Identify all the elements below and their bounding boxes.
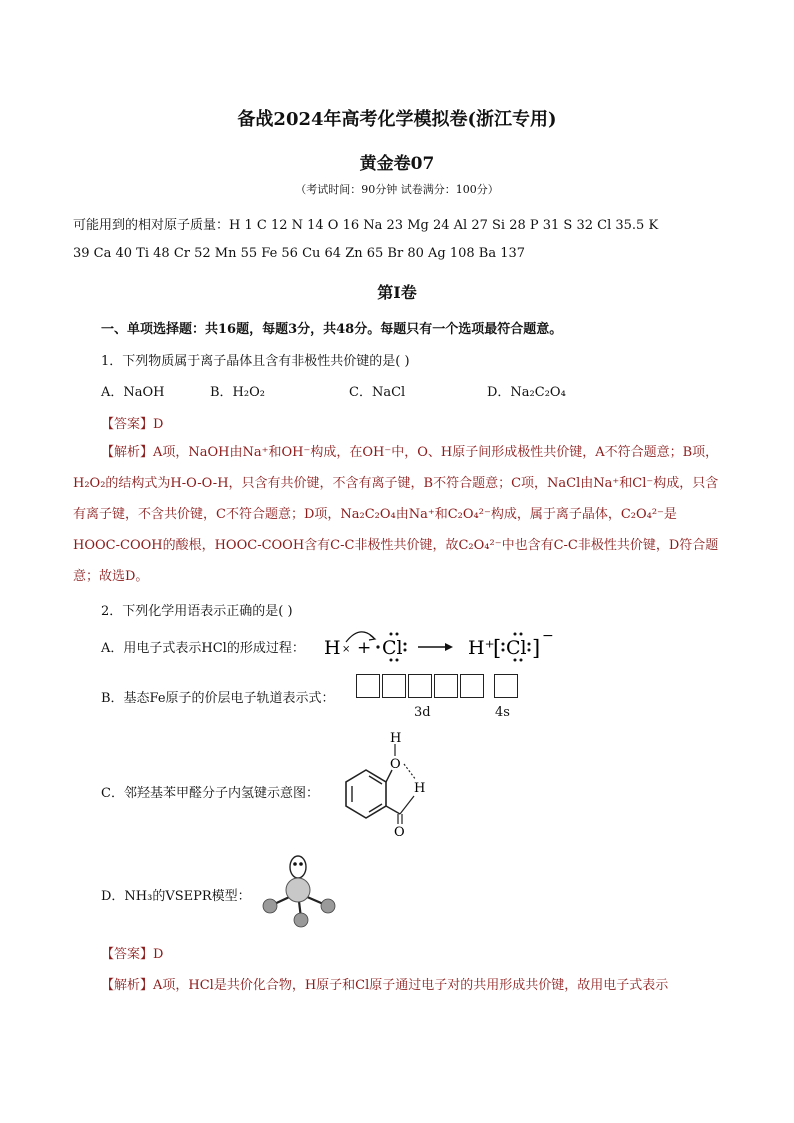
atom-o-hydroxyl: O	[390, 757, 401, 772]
hydrogen-atom-icon	[321, 899, 335, 913]
q1-option-b: B．H₂O₂	[210, 385, 265, 400]
q2-option-b-label: B．基态Fe原子的价层电子轨道表示式：	[101, 691, 335, 706]
electron-dot	[404, 649, 407, 652]
bracket-right: ]	[532, 636, 541, 660]
double-bond-icon	[369, 776, 382, 784]
formula-cross: ×	[342, 644, 351, 655]
exam-info: （考试时间：90分钟 试卷满分：100分）	[295, 183, 499, 196]
q1-stem: 1．下列物质属于离子晶体且含有非极性共价键的是( )	[101, 354, 410, 369]
atom-h-top: H	[390, 731, 402, 746]
q1-option-a: A．NaOH	[101, 385, 165, 400]
document-title: 备战2024年高考化学模拟卷(浙江专用)	[237, 109, 557, 130]
electron-dot	[528, 643, 531, 646]
q2-option-d-label: D．NH₃的VSEPR模型：	[101, 889, 251, 904]
hcl-formation-svg	[318, 622, 558, 666]
electron-dot	[376, 645, 379, 648]
hydrogen-bond-icon	[404, 764, 416, 780]
orbital-box-3d-3	[408, 674, 432, 698]
q2-answer: 【答案】D	[101, 947, 164, 962]
orbital-box-3d-1	[356, 674, 380, 698]
bracket-left: [	[493, 636, 502, 660]
orbital-box-3d-2	[382, 674, 406, 698]
charge-minus: −	[542, 628, 554, 644]
q2-stem: 2．下列化学用语表示正确的是( )	[101, 604, 293, 619]
volume-title: 第Ⅰ卷	[377, 283, 417, 302]
q2-option-c-label: C．邻羟基苯甲醛分子内氢键示意图：	[101, 786, 319, 801]
electron-dot	[528, 649, 531, 652]
atomic-masses-line1: 可能用到的相对原子质量：H 1 C 12 N 14 O 16 Na 23 Mg 24 Al 27 Si 28 P 31 S 32 Cl 35.5 K	[73, 218, 659, 233]
ch-bond-icon	[400, 796, 414, 814]
electron-dot	[396, 659, 399, 662]
formula-cl-ion: Cl	[506, 637, 527, 659]
section-heading: 一、单项选择题：共16题，每题3分，共48分。每题只有一个选项最符合题意。	[101, 322, 563, 337]
electron-dot	[502, 649, 505, 652]
electron-dot	[404, 643, 407, 646]
cho-bond-icon	[386, 806, 400, 814]
electron-dot	[502, 643, 505, 646]
hcl-formation-diagram	[318, 622, 558, 666]
q2-explanation: 【解析】A项，HCl是共价化合物，H原子和Cl原子通过电子对的共用形成共价键，故用电子式表示	[101, 978, 669, 993]
nitrogen-atom-icon	[286, 878, 310, 902]
formula-plus: +	[357, 638, 372, 658]
lone-pair-electron	[299, 862, 303, 866]
atomic-masses-line2: 39 Ca 40 Ti 48 Cr 52 Mn 55 Fe 56 Cu 64 Zn 65 Br 80 Ag 108 Ba 137	[73, 246, 526, 261]
electron-dot	[514, 633, 517, 636]
formula-cl: Cl	[382, 637, 403, 659]
q1-explanation: 【解析】A项，NaOH由Na⁺和OH⁻构成，在OH⁻中，O、H原子间形成极性共价键，A不符合题意；B项，H₂O₂的结构式为H-O-O-H，只含有共价键，不含有离子键，B不符合题意；C项，NaCl由Na⁺和Cl⁻构成，只含有离子键，不含共价键，C不符合题意；D项，Na₂C₂O₄由Na⁺和C₂O₄²⁻构成，属于离子晶体，C₂O₄²⁻是HOOC-COOH的酸根，HOOC-COOH含有C-C非极性共价键，故C₂O₄²⁻中也含有C-C非极性共价键，D符合题意；故选D。	[73, 445, 719, 584]
hydrogen-atom-icon	[263, 899, 277, 913]
nh3-vsepr-model	[258, 853, 348, 933]
electron-dot	[390, 633, 393, 636]
atom-h-right: H	[414, 781, 426, 796]
lone-pair-lobe-icon	[290, 856, 306, 878]
q1-option-c: C．NaCl	[349, 385, 406, 400]
electron-dot	[396, 633, 399, 636]
nh3-vsepr-svg	[258, 853, 348, 933]
lone-pair-electron	[293, 862, 297, 866]
electron-dot	[520, 659, 523, 662]
hydrogen-atom-icon	[294, 913, 308, 927]
orbital-box-3d-5	[460, 674, 484, 698]
electron-dot	[514, 659, 517, 662]
formula-h: H	[324, 637, 341, 659]
electron-dot	[390, 659, 393, 662]
q1-answer: 【答案】D	[101, 417, 164, 432]
atom-o-carbonyl: O	[394, 825, 405, 840]
orbital-label-3d: 3d	[414, 705, 431, 720]
q2-option-a-label: A．用电子式表示HCl的形成过程：	[101, 641, 305, 656]
q1-option-d: D．Na₂C₂O₄	[487, 385, 566, 400]
orbital-box-4s	[494, 674, 518, 698]
hydroxybenzaldehyde-svg	[328, 730, 438, 840]
double-bond-icon	[369, 804, 382, 812]
electron-dot	[520, 633, 523, 636]
hydroxybenzaldehyde-diagram	[328, 730, 438, 840]
orbital-diagram	[356, 674, 526, 724]
paper-name: 黄金卷07	[359, 154, 435, 174]
reaction-arrowhead-icon	[445, 643, 453, 651]
orbital-label-4s: 4s	[495, 705, 510, 720]
formula-h-plus: H⁺	[468, 637, 495, 659]
orbital-box-3d-4	[434, 674, 458, 698]
